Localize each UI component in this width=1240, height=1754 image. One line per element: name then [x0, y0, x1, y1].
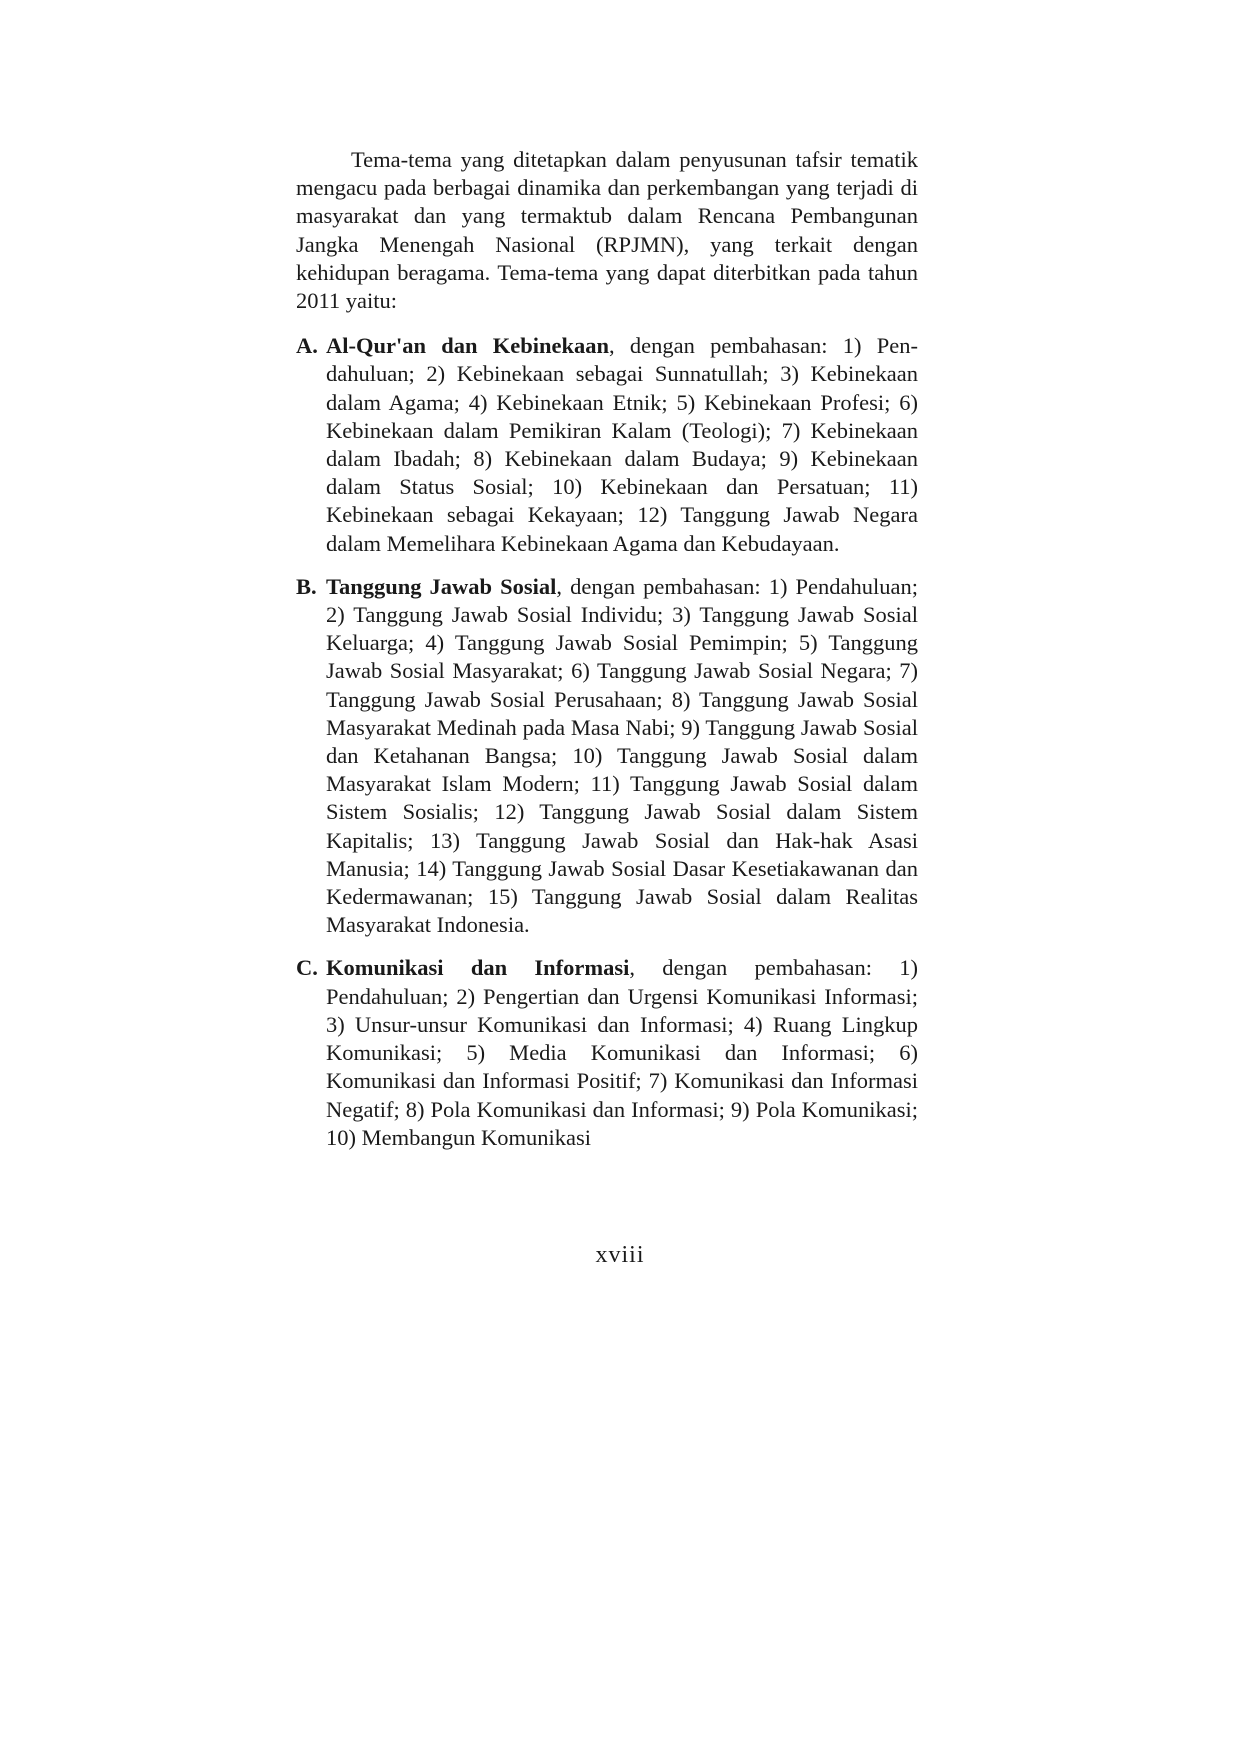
theme-letter: B. [296, 573, 317, 599]
theme-letter: A. [296, 333, 318, 359]
theme-letter: C. [296, 955, 318, 981]
theme-body: , dengan pembahasan: 1) Pendahuluan; 2) Pengertian dan Urgensi Komunikasi Informasi; 3) Unsur-unsur Komunikasi dan Informasi; 4) Ruang Lingkup Komunikasi; 5) Media Komunikasi dan Informasi; 6) Komunikasi dan Informasi Positif; 7) Komunikasi dan Informasi Negatif; 8) Pola Komunikasi dan Informasi; 9) Pola Komunikasi; 10) Membangun Komunikasi [326, 955, 918, 1150]
page-content [296, 146, 918, 1152]
theme-item-c [296, 954, 918, 1151]
theme-body: , dengan pembahasan: 1) Pendahuluan; 2) Kebinekaan sebagai Sunnatullah; 3) Kebinekaan dalam Agama; 4) Kebinekaan Etnik; 5) Kebinekaan Profesi; 6) Kebinekaan dalam Pemikiran Kalam (Teologi); 7) Kebinekaan dalam Ibadah; 8) Kebinekaan dalam Budaya; 9) Kebinekaan dalam Status Sosial; 10) Kebinekaan dan Persatuan; 11) Kebinekaan sebagai Kekayaan; 12) Tanggung Jawab Negara dalam Memelihara Kebinekaan Agama dan Kebudayaan. [326, 333, 918, 556]
page-number: xviii [595, 1242, 645, 1268]
intro-paragraph: Tema-tema yang ditetapkan dalam penyusunan tafsir tematik mengacu pada berbagai dinamika dan perkembangan yang terjadi di masyarakat dan yang termaktub dalam Rencana Pembangunan Jangka Menengah Nasional (RPJMN), yang terkait dengan kehidupan beragama. Tema-tema yang dapat diterbitkan pada tahun 2011 yaitu: [296, 147, 918, 314]
theme-item-a [296, 332, 918, 558]
theme-title: Al-Qur'an dan Kebinekaan [326, 333, 610, 359]
theme-body: , dengan pembahasan: 1) Pendahuluan; 2) Tanggung Jawab Sosial Individu; 3) Tanggung Jawab Sosial Keluarga; 4) Tanggung Jawab Sosial Pemimpin; 5) Tanggung Jawab Sosial Masyarakat; 6) Tanggung Jawab Sosial Negara; 7) Tanggung Jawab Sosial Perusahaan; 8) Tanggung Jawab Sosial Masyarakat Medinah pada Masa Nabi; 9) Tanggung Jawab Sosial dan Ketahanan Bangsa; 10) Tanggung Jawab Sosial dalam Masyarakat Islam Modern; 11) Tanggung Jawab Sosial dalam Sistem Sosialis; 12) Tanggung Jawab Sosial dalam Sistem Kapitalis; 13) Tanggung Jawab Sosial dan Hak-hak Asasi Manusia; 14) Tanggung Jawab Sosial Dasar Kesetiakawanan dan Kedermawanan; 15) Tanggung Jawab Sosial dalam Realitas Masyarakat Indonesia. [326, 573, 918, 938]
theme-list [296, 332, 918, 1152]
theme-title: Komunikasi dan Informasi [326, 955, 630, 981]
theme-item-b [296, 573, 918, 940]
theme-title: Tanggung Jawab Sosial [326, 573, 557, 599]
